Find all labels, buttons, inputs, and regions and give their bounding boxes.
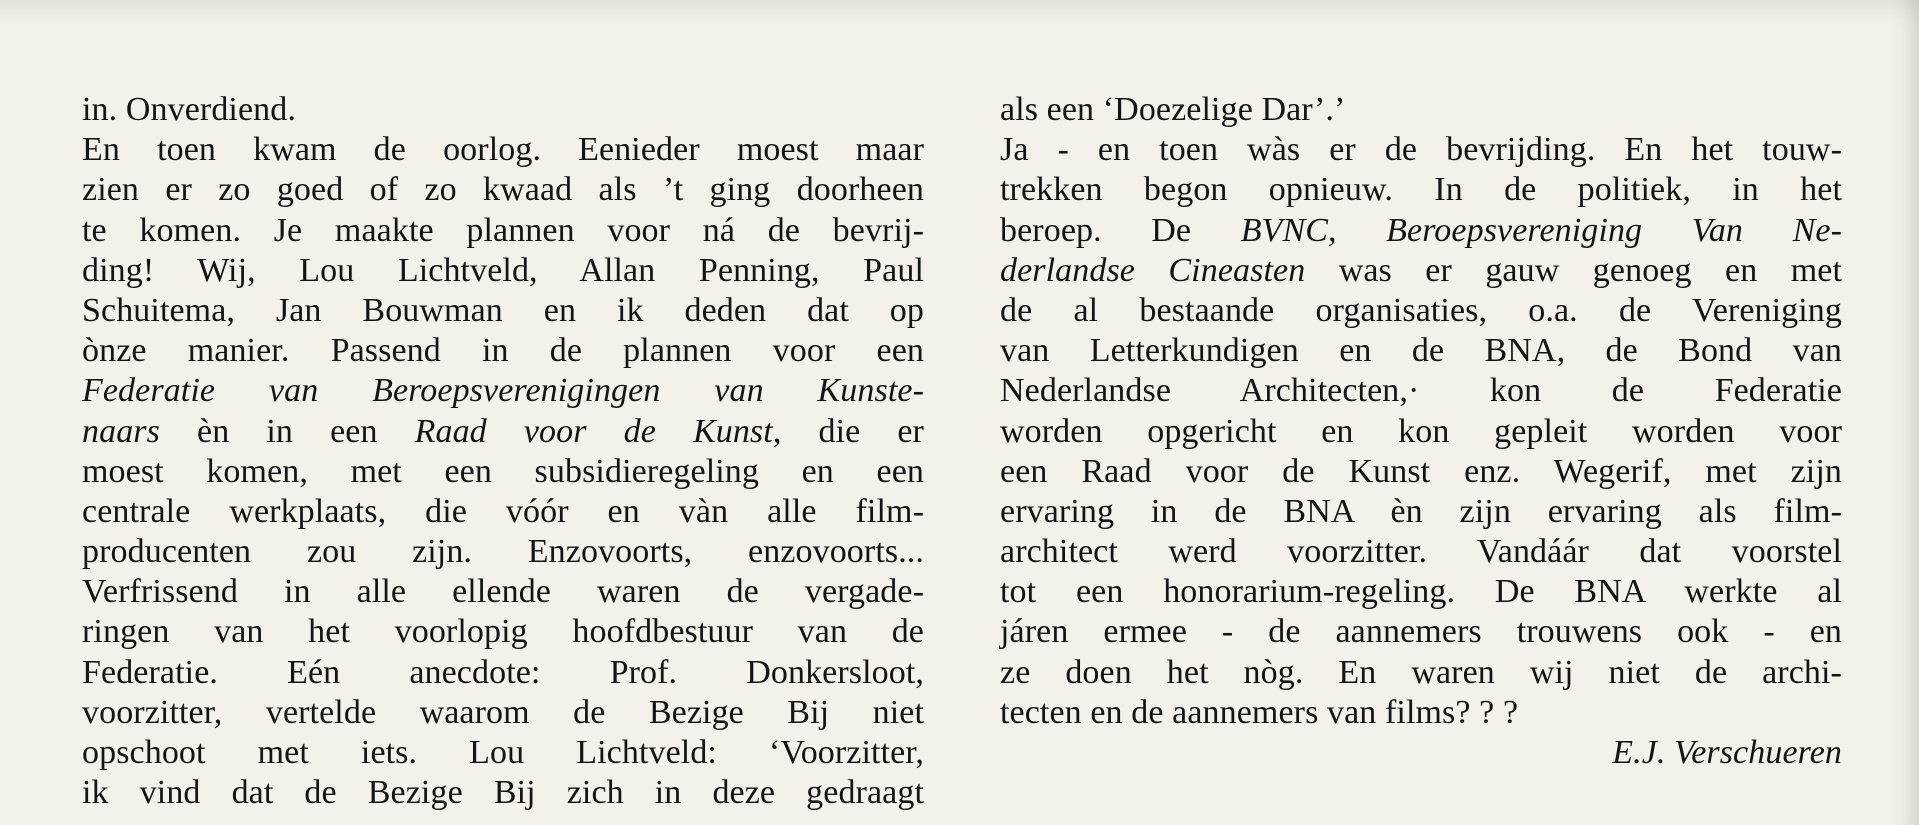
text-line: te komen. Je maakte plannen voor ná de bevrij-: [82, 211, 924, 249]
italic-text: Raad voor de Kunst: [414, 412, 773, 450]
text-line: ding! Wij, Lou Lichtveld, Allan Penning, Paul: [82, 251, 924, 289]
text-line: Federatie. Eén anecdote: Prof. Donkersloot,: [82, 653, 924, 691]
text-line: als een ‘Doezelige Dar’.’: [1000, 91, 1346, 128]
text-line: [1000, 211, 1842, 251]
text-line: centrale werkplaats, die vóór en vàn alle film-: [82, 492, 924, 530]
text-line: [82, 371, 924, 411]
italic-text: Federatie van Beroepsverenigingen van Kunste-: [82, 372, 924, 410]
text-line: architect werd voorzitter. Vandáár dat voorstel: [1000, 533, 1842, 571]
text-line: [82, 412, 924, 452]
text-line: En toen kwam de oorlog. Eenieder moest maar: [82, 131, 924, 169]
text-line: ervaring in de BNA èn zijn ervaring als film-: [1000, 492, 1842, 530]
text-line: moest komen, met een subsidieregeling en een: [82, 452, 924, 490]
italic-text: BVNC, Beroepsvereniging Van Ne-: [1240, 211, 1842, 249]
text-line: Ja - en toen wàs er de bevrijding. En het touw-: [1000, 131, 1842, 169]
text-line: tot een honorarium-regeling. De BNA werkte al: [1000, 573, 1842, 611]
text-line: trekken begon opnieuw. In de politiek, in het: [1000, 171, 1842, 209]
text-line: van Letterkundigen en de BNA, de Bond van: [1000, 332, 1842, 370]
text-segment: èn in een: [159, 412, 415, 450]
text-line: [1000, 251, 1842, 291]
text-segment: beroep. De: [1000, 211, 1241, 249]
text-line: Schuitema, Jan Bouwman en ik deden dat op: [82, 291, 924, 329]
text-line: in. Onverdiend.: [82, 91, 296, 128]
text-line: Verfrissend in alle ellende waren de vergade-: [82, 573, 924, 611]
text-segment: was er gauw genoeg en met: [1305, 251, 1842, 289]
left-text-column: [82, 90, 924, 813]
text-line: producenten zou zijn. Enzovoorts, enzovoorts...: [82, 533, 924, 571]
text-line: tecten en de aannemers van films? ? ?: [1000, 693, 1519, 731]
text-line: zien er zo goed of zo kwaad als ’t ging doorheen: [82, 171, 924, 209]
text-line: ik vind dat de Bezige Bij zich in deze gedraagt: [82, 774, 924, 812]
text-line: járen ermee - de aannemers trouwens ook - en: [1000, 613, 1842, 651]
text-line: worden opgericht en kon gepleit worden voor: [1000, 412, 1842, 450]
text-line: een Raad voor de Kunst enz. Wegerif, met zijn: [1000, 452, 1842, 490]
text-line: de al bestaande organisaties, o.a. de Vereniging: [1000, 291, 1842, 329]
right-text-column: [1000, 90, 1842, 773]
italic-text: derlandse Cineasten: [1000, 251, 1306, 289]
text-line: Nederlandse Architecten,· kon de Federatie: [1000, 372, 1842, 410]
text-line: ònze manier. Passend in de plannen voor een: [82, 332, 924, 370]
text-line: ze doen het nòg. En waren wij niet de archi-: [1000, 653, 1842, 691]
text-line: voorzitter, vertelde waarom de Bezige Bij niet: [82, 693, 924, 731]
author-signature: E.J. Verschueren: [1612, 734, 1842, 771]
italic-text: naars: [82, 412, 160, 450]
text-line: opschoot met iets. Lou Lichtveld: ‘Voorzitter,: [82, 734, 924, 771]
text-line: ringen van het voorlopig hoofdbestuur van de: [82, 613, 924, 651]
text-segment: , die er: [772, 412, 924, 450]
